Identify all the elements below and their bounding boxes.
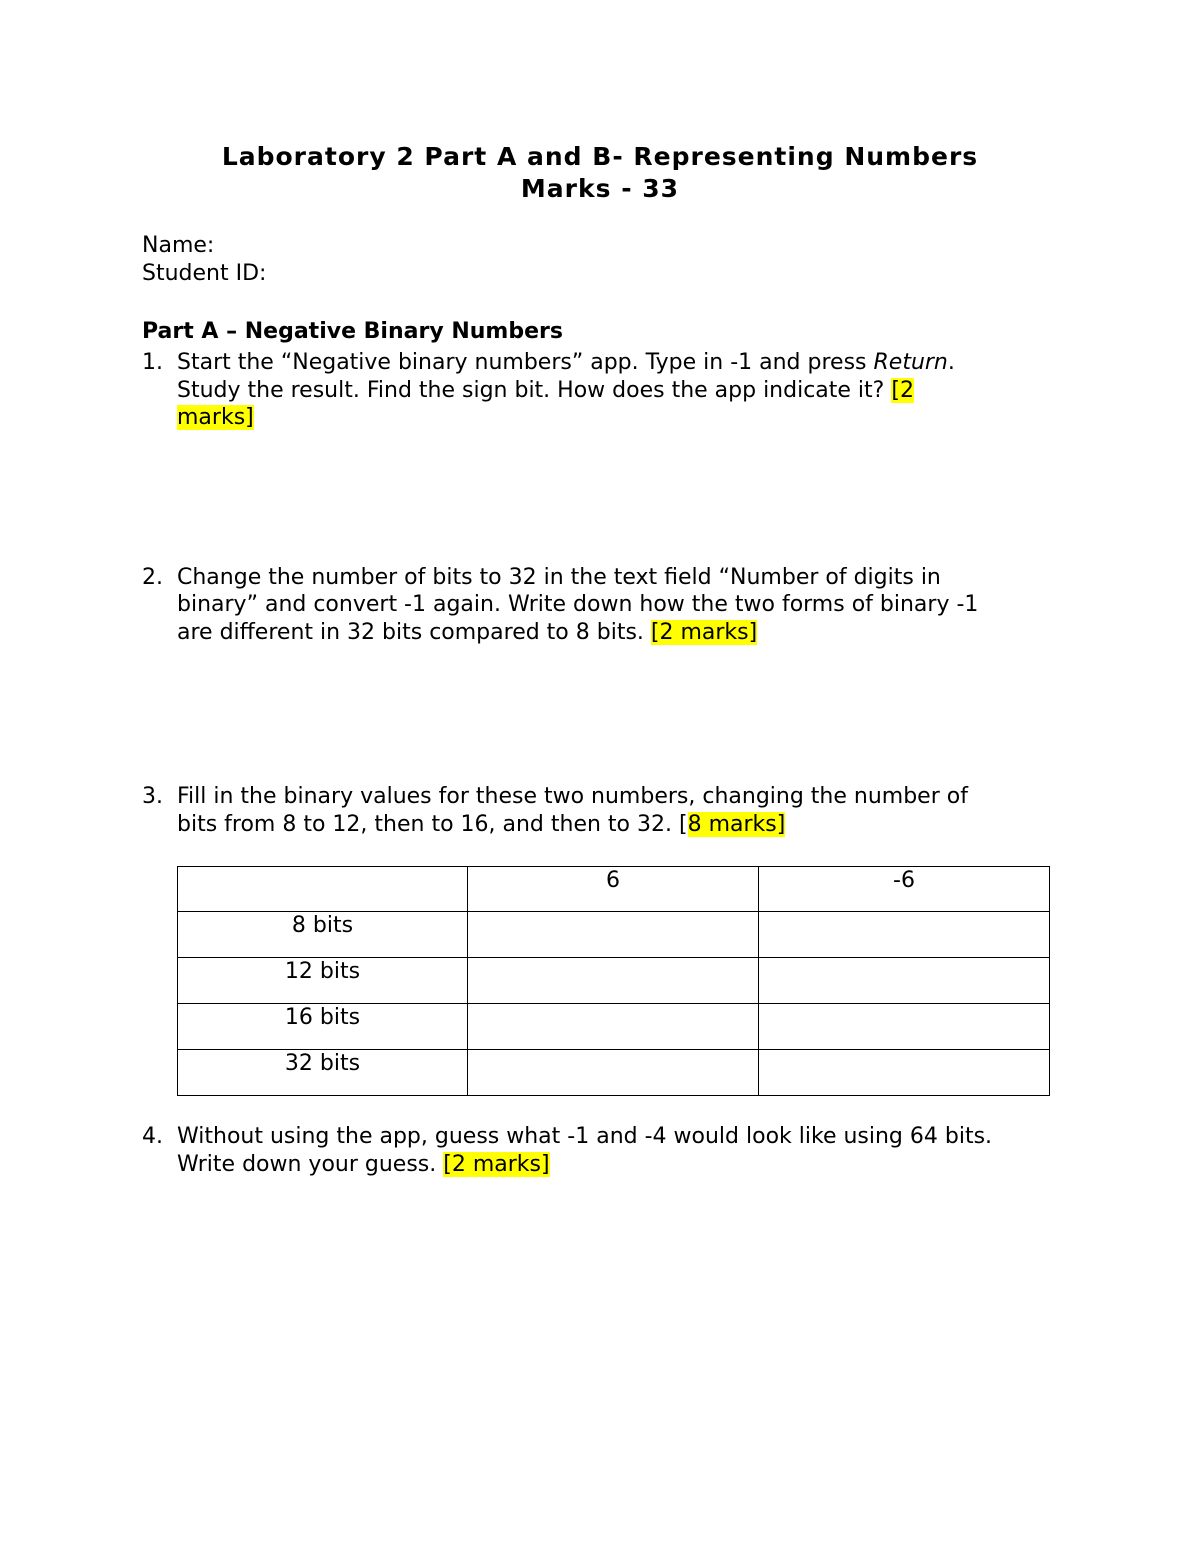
table-answer-cell[interactable] <box>759 1050 1050 1096</box>
marks-highlight: [2 <box>891 378 914 403</box>
table-answer-cell[interactable] <box>759 958 1050 1004</box>
question-2-line-2: binary” and convert -1 again. Write down how the two forms of binary -1 <box>177 592 979 617</box>
table-answer-cell[interactable] <box>759 1004 1050 1050</box>
table-answer-cell[interactable] <box>468 958 759 1004</box>
binary-values-table <box>177 866 1050 1096</box>
table-row <box>178 958 1050 1004</box>
table-answer-cell[interactable] <box>759 912 1050 958</box>
question-text: bits from 8 to 12, then to 16, and then to 32. [ <box>177 812 688 837</box>
question-text: Start the “Negative binary numbers” app. Type in -1 and press <box>177 350 874 375</box>
question-number: 3. <box>142 784 163 809</box>
table-row-label: 16 bits <box>178 1004 468 1050</box>
marks-highlight: [2 marks] <box>650 620 758 645</box>
question-number: 2. <box>142 565 163 590</box>
question-4-line-1: Without using the app, guess what -1 and -4 would look like using 64 bits. <box>177 1124 993 1149</box>
table-header-cell: 6 <box>468 867 759 912</box>
name-label: Name: <box>142 233 215 258</box>
question-emphasis: Return <box>873 350 948 375</box>
table-header-row <box>178 867 1050 912</box>
question-2-line-1: Change the number of bits to 32 in the text field “Number of digits in <box>177 565 941 590</box>
table-row-label: 12 bits <box>178 958 468 1004</box>
part-a-heading: Part A – Negative Binary Numbers <box>142 319 563 344</box>
question-text: Write down your guess. <box>177 1152 444 1177</box>
student-id-label: Student ID: <box>142 261 267 286</box>
document-title: Laboratory 2 Part A and B- Representing Numbers <box>221 142 979 171</box>
table-row <box>178 1050 1050 1096</box>
table-answer-cell[interactable] <box>468 912 759 958</box>
table-header-cell: -6 <box>759 867 1050 912</box>
question-3-line-2 <box>177 811 785 839</box>
table-row <box>178 912 1050 958</box>
table-answer-cell[interactable] <box>468 1004 759 1050</box>
question-4-line-2 <box>177 1151 550 1179</box>
table-answer-cell[interactable] <box>468 1050 759 1096</box>
question-3-line-1: Fill in the binary values for these two numbers, changing the number of <box>177 784 968 809</box>
marks-highlight: [2 marks] <box>443 1152 550 1177</box>
question-text: are different in 32 bits compared to 8 bits. <box>177 620 651 645</box>
marks-highlight: 8 marks] <box>687 812 786 837</box>
document-marks-total: Marks - 33 <box>520 174 680 203</box>
question-2-line-3 <box>177 619 757 647</box>
question-1-line-3 <box>177 404 254 432</box>
marks-highlight: marks] <box>177 405 254 430</box>
table-row <box>178 1004 1050 1050</box>
table-row-label: 32 bits <box>178 1050 468 1096</box>
question-text: . <box>947 350 955 375</box>
table-header-cell <box>178 867 468 912</box>
question-1-line-2 <box>177 377 914 405</box>
table-row-label: 8 bits <box>178 912 468 958</box>
question-text: Study the result. Find the sign bit. How does the app indicate it? <box>177 378 892 403</box>
question-number: 1. <box>142 350 163 375</box>
question-number: 4. <box>142 1124 163 1149</box>
question-1-line-1 <box>177 349 955 377</box>
